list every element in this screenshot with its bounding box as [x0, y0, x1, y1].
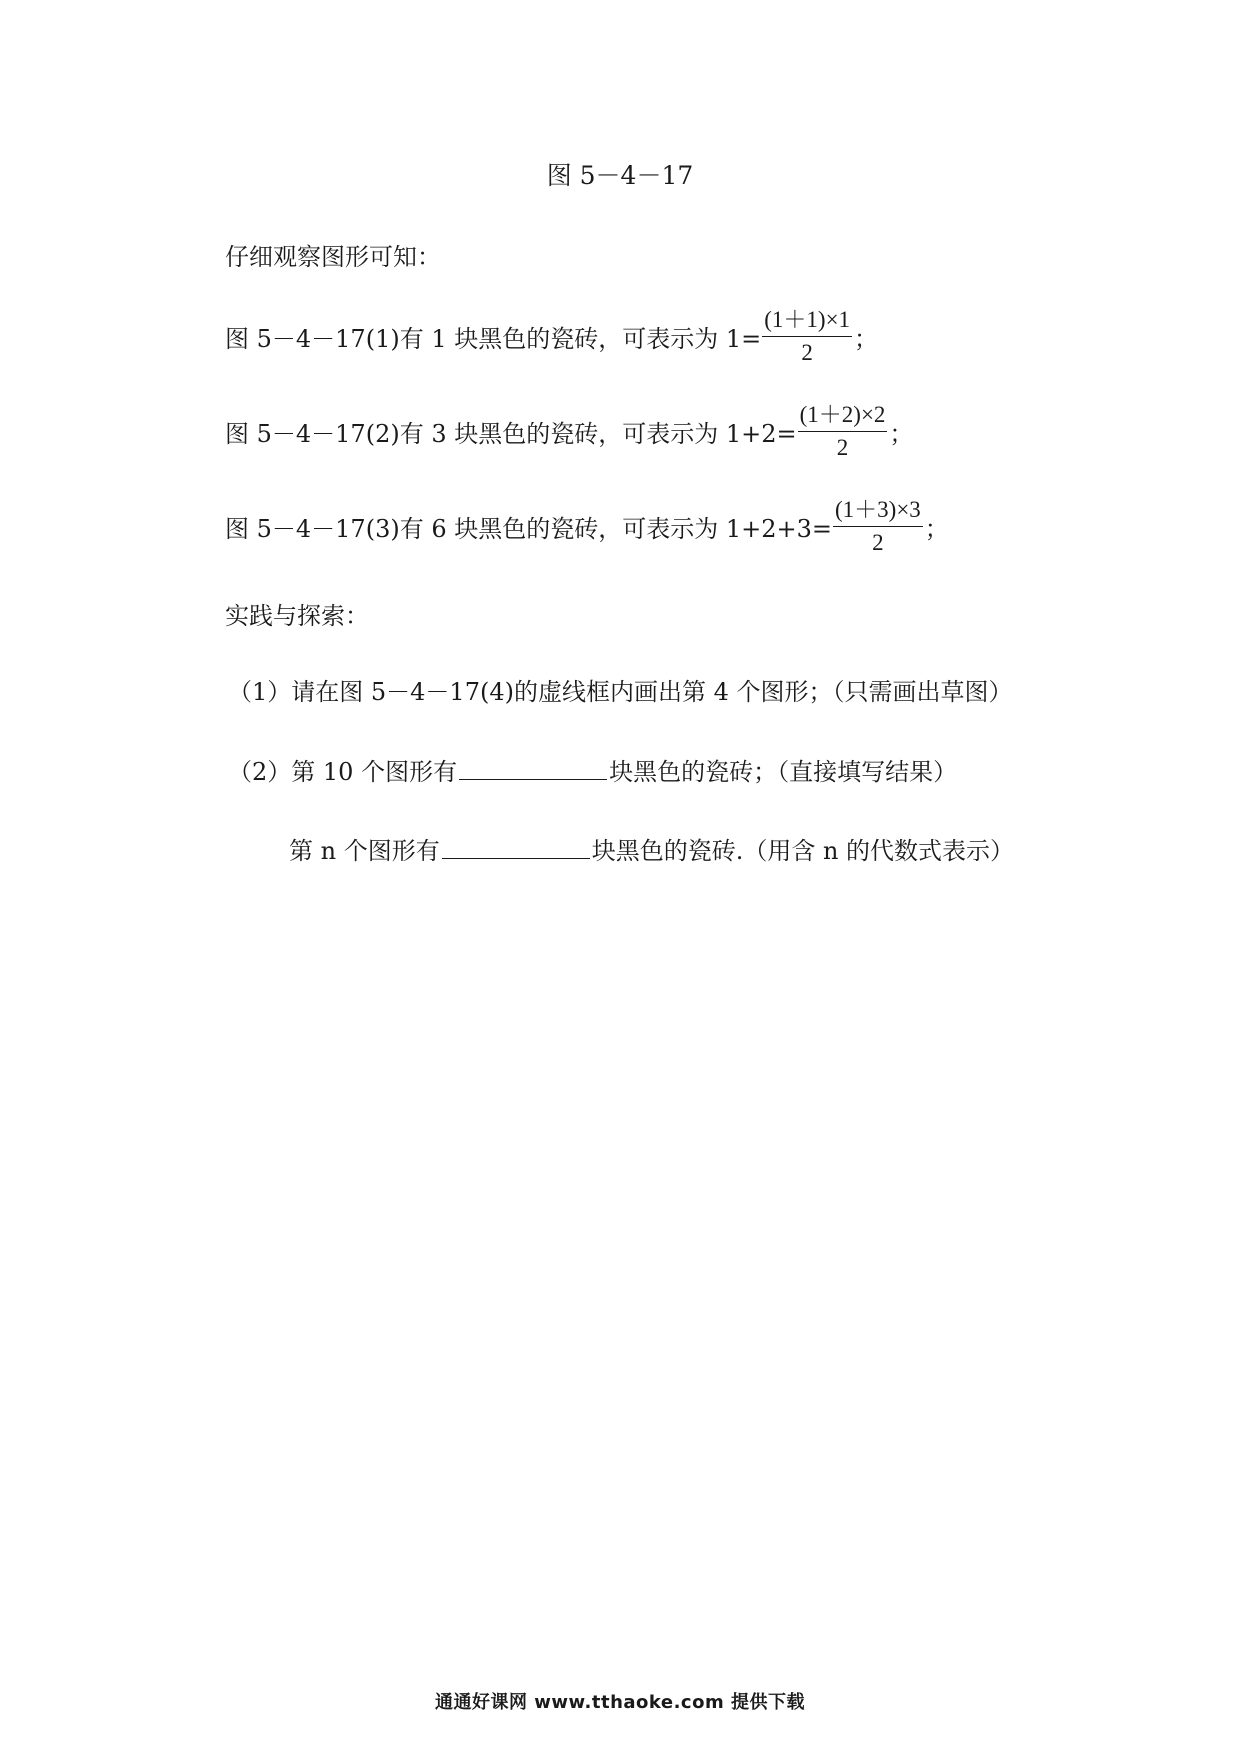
equation-3-suffix: ； [924, 515, 949, 543]
answer-blank-2[interactable] [442, 836, 590, 859]
question-2b-before: 第 n 个图形有 [289, 837, 440, 865]
practice-heading: 实践与探索： [225, 602, 369, 630]
question-2 [228, 756, 957, 788]
equation-3-denominator: 2 [872, 530, 884, 555]
intro-text: 仔细观察图形可知： [225, 243, 441, 271]
equation-line-1 [225, 307, 878, 366]
question-2b-after: 块黑色的瓷砖.（用含 n 的代数式表示） [591, 837, 1015, 865]
question-1: （1）请在图 5－4－17(4)的虚线框内画出第 4 个图形；（只需画出草图） [228, 678, 1013, 706]
equation-2-numerator: (1＋2)×2 [798, 402, 888, 432]
equation-2-suffix: ； [889, 420, 914, 448]
equation-3-fraction [833, 497, 923, 556]
equation-2-fraction [798, 402, 888, 461]
question-2-after: 块黑色的瓷砖；（直接填写结果） [609, 758, 958, 786]
equation-3-prefix: 图 5－4－17(3)有 6 块黑色的瓷砖，可表示为 1+2+3= [225, 515, 832, 543]
equation-1-suffix: ； [854, 325, 879, 353]
answer-blank-1[interactable] [459, 757, 607, 780]
equation-line-2 [225, 402, 913, 461]
equation-3-numerator: (1＋3)×3 [833, 497, 923, 527]
question-2-before: （2）第 10 个图形有 [228, 758, 458, 786]
equation-1-denominator: 2 [801, 340, 813, 365]
equation-line-3 [225, 497, 949, 556]
equation-1-prefix: 图 5－4－17(1)有 1 块黑色的瓷砖，可表示为 1= [225, 325, 762, 353]
footer-text: 通通好课网 www.tthaoke.com 提供下载 [435, 1692, 805, 1713]
equation-2-prefix: 图 5－4－17(2)有 3 块黑色的瓷砖，可表示为 1+2= [225, 420, 797, 448]
equation-2-denominator: 2 [836, 435, 849, 460]
equation-1-numerator: (1＋1)×1 [762, 307, 852, 337]
equation-1-fraction [762, 307, 852, 366]
figure-caption: 图 5－4－17 [546, 161, 694, 190]
question-2b [289, 835, 1014, 867]
